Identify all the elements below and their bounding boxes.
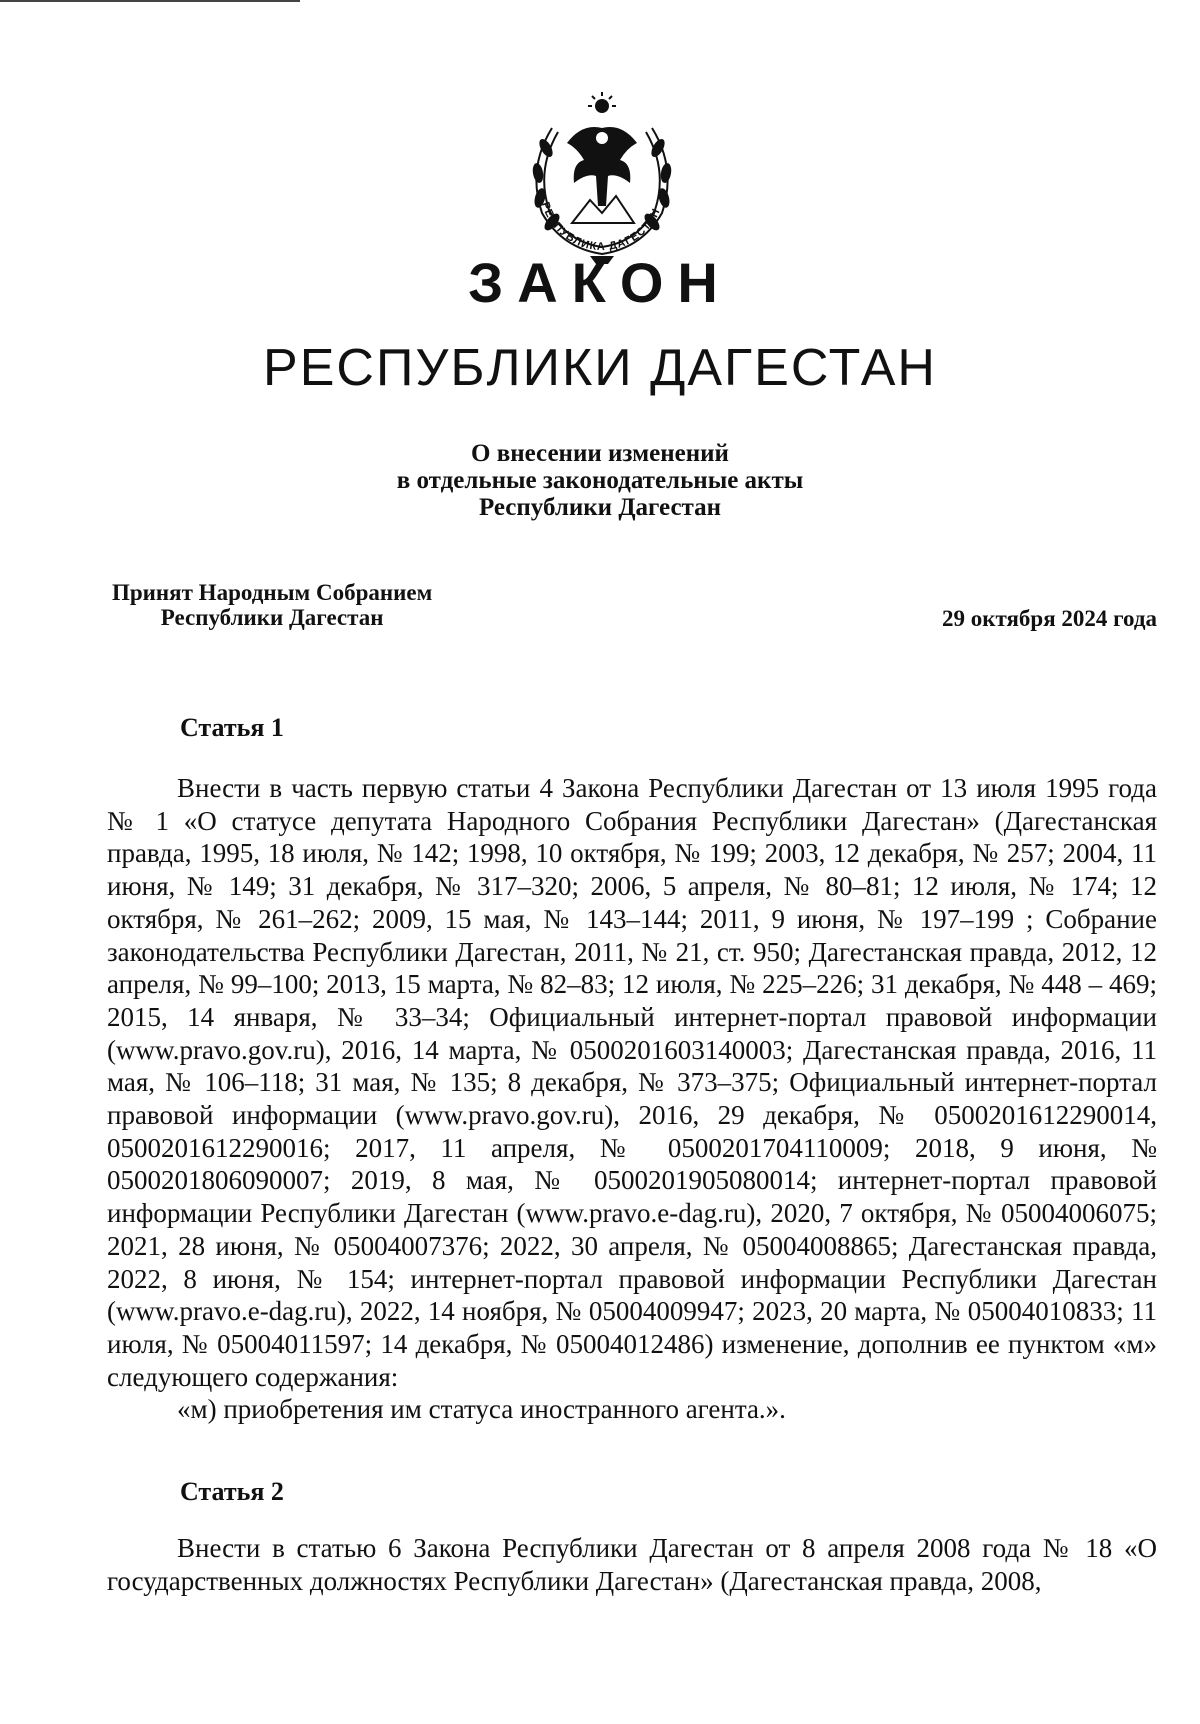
svg-text:РЕСПУБЛИКА ДАГЕСТАН bbox=[539, 201, 663, 253]
emblem-inscription: РЕСПУБЛИКА ДАГЕСТАН bbox=[538, 200, 663, 254]
adoption-date: 29 октября 2024 года bbox=[941, 606, 1157, 631]
adoption-statement bbox=[112, 580, 432, 630]
document-title: ЗАКОН bbox=[468, 251, 732, 314]
subject-line-2: в отдельные законодательные акты bbox=[396, 467, 804, 494]
adoption-line-2: Республики Дагестан bbox=[160, 605, 384, 630]
article-1-body bbox=[107, 772, 1157, 1426]
subject-line-1: О внесении изменений bbox=[471, 440, 729, 467]
article-1-heading: Статья 1 bbox=[180, 713, 284, 742]
article-2-heading: Статья 2 bbox=[180, 1477, 284, 1506]
article-1-quote: «м) приобретения им статуса иностранного агента.». bbox=[177, 1394, 786, 1425]
article-1-text: Внести в часть первую статьи 4 Закона Республики Дагестан от 13 июля 1995 года № 1 «О статусе депутата Народного Собрания Республики Дагестан» (Дагестанская правда, 1995, 18 июля, № 142; 1998, 10 октября, № 199; 2003, 12 декабря, № 257; 2004, 11 июня, № 149; 31 декабря, № 317–320; 2006, 5 апреля, № 80–81; 12 июля, № 174; 12 октября, № 261–262; 2009, 15 мая, № 143–144; 2011, 9 июня, № 197–199 ; Собрание законодательства Республики Дагестан, 2011, № 21, ст. 950; Дагестанская правда, 2012, 12 апреля, № 99–100; 2013, 15 марта, № 82–83; 12 июля, № 225–226; 31 декабря, № 448 – 469; 2015, 14 января, № 33–34; Официальный интернет-портал правовой информации (www.pravo.gov.ru), 2016, 14 марта, № 0500201603140003; Дагестанская правда, 2016, 11 мая, № 106–118; 31 мая, № 135; 8 декабря, № 373–375; Официальный интернет-портал правовой информации (www.pravo.gov.ru), 2016, 29 декабря, № 0500201612290014, 0500201612290016; 2017, 11 апреля, № 0500201704110009; 2018, 9 июня, № 0500201806090007; 2019, 8 мая, № 0500201905080014; интернет-портал правовой информации Республики Дагестан (www.pravo.e-dag.ru), 2020, 7 октября, № 05004006075; 2021, 28 июня, № 05004007376; 2022, 30 апреля, № 05004008865; Дагестанская правда, 2022, 8 июня, № 154; интернет-портал правовой информации Республики Дагестан (www.pravo.e-dag.ru), 2022, 14 ноября, № 05004009947; 2023, 20 марта, № 05004010833; 11 июля, № 05004011597; 14 декабря, № 05004012486) изменение, дополнив ее пунктом «м» следующего содержания: bbox=[107, 773, 1157, 1392]
article-2-body bbox=[107, 1532, 1157, 1597]
adoption-line-1: Принят Народным Собранием bbox=[112, 580, 433, 605]
subject-line-3: Республики Дагестан bbox=[478, 494, 722, 521]
scan-artifact-line bbox=[0, 0, 300, 2]
document-subtitle: РЕСПУБЛИКИ ДАГЕСТАН bbox=[263, 339, 937, 397]
law-subject bbox=[0, 440, 1200, 521]
article-2-text: Внести в статью 6 Закона Республики Дагестан от 8 апреля 2008 года № 18 «О государственных должностях Республики Дагестан» (Дагестанская правда, 2008, bbox=[107, 1533, 1157, 1596]
dagestan-coat-of-arms-icon bbox=[512, 88, 692, 268]
